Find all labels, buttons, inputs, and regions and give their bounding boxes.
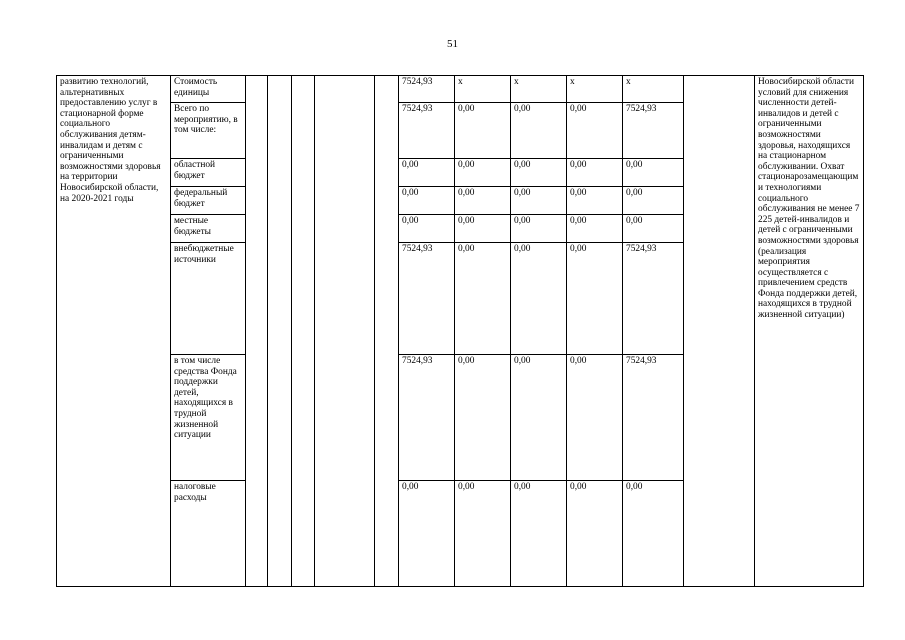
value-cell: 0,00 [455,103,511,159]
value-cell: 0,00 [511,103,567,159]
empty-cell [375,76,399,587]
value-cell: 0,00 [399,159,455,187]
finance-label: в том числе средства Фонда поддержки детей, находящихся в трудной жизненной ситуации [171,355,246,481]
value-cell: 0,00 [623,187,684,215]
value-cell: 7524,93 [623,243,684,355]
value-cell: 0,00 [567,243,623,355]
empty-cell [246,76,268,587]
value-cell: 0,00 [567,187,623,215]
value-cell: х [455,76,511,103]
value-cell: 0,00 [567,481,623,587]
value-cell: 0,00 [511,187,567,215]
value-cell: 0,00 [455,159,511,187]
value-cell: 0,00 [511,215,567,243]
value-cell: 0,00 [623,159,684,187]
value-cell: 0,00 [567,355,623,481]
value-cell: 0,00 [399,481,455,587]
finance-label: областной бюджет [171,159,246,187]
value-cell: 0,00 [455,215,511,243]
value-cell: 0,00 [455,355,511,481]
value-cell: 0,00 [623,481,684,587]
value-cell: 7524,93 [399,103,455,159]
table-row [57,76,864,103]
value-cell: х [623,76,684,103]
value-cell: 0,00 [567,103,623,159]
value-cell: 0,00 [455,481,511,587]
value-cell: 0,00 [399,215,455,243]
empty-cell [292,76,315,587]
value-cell: х [511,76,567,103]
finance-label: налоговые расходы [171,481,246,587]
finance-label: Стоимость единицы [171,76,246,103]
value-cell: 0,00 [567,159,623,187]
empty-cell [315,76,375,587]
value-cell: 0,00 [455,243,511,355]
finance-label: Всего по мероприятию, в том числе: [171,103,246,159]
value-cell: 7524,93 [399,355,455,481]
finance-label: местные бюджеты [171,215,246,243]
value-cell: 0,00 [623,215,684,243]
finance-label: внебюджетные источники [171,243,246,355]
value-cell: 7524,93 [623,355,684,481]
program-table [56,75,864,587]
expected-results: Новосибирской области условий для снижения численности детей-инвалидов и детей с ограниченными возможностями здоровья, находящихся на стационарном обслуживании. Охват стационарозамещающими технологиями социального обслуживания не менее 7 225 детей-инвалидов и детей с ограниченными возможностями здоровья (реализация мероприятия осуществляется с привлечением средств Фонда поддержки детей, находящихся в трудной жизненной ситуации) [755,76,864,587]
page-number: 51 [447,38,458,50]
finance-label: федеральный бюджет [171,187,246,215]
value-cell: 0,00 [399,187,455,215]
value-cell: 0,00 [511,159,567,187]
value-cell: 7524,93 [399,243,455,355]
value-cell: 7524,93 [399,76,455,103]
value-cell: 0,00 [511,243,567,355]
value-cell: х [567,76,623,103]
value-cell: 0,00 [455,187,511,215]
activity-description: развитию технологий, альтернативных предоставлению услуг в стационарной форме социального обслуживания детям-инвалидам и детям с ограниченными возможностями здоровья на территории Новосибирской области, на 2020-2021 годы [57,76,171,587]
value-cell: 7524,93 [623,103,684,159]
value-cell: 0,00 [511,355,567,481]
empty-cell [268,76,292,587]
value-cell: 0,00 [567,215,623,243]
empty-cell [684,76,755,587]
value-cell: 0,00 [511,481,567,587]
